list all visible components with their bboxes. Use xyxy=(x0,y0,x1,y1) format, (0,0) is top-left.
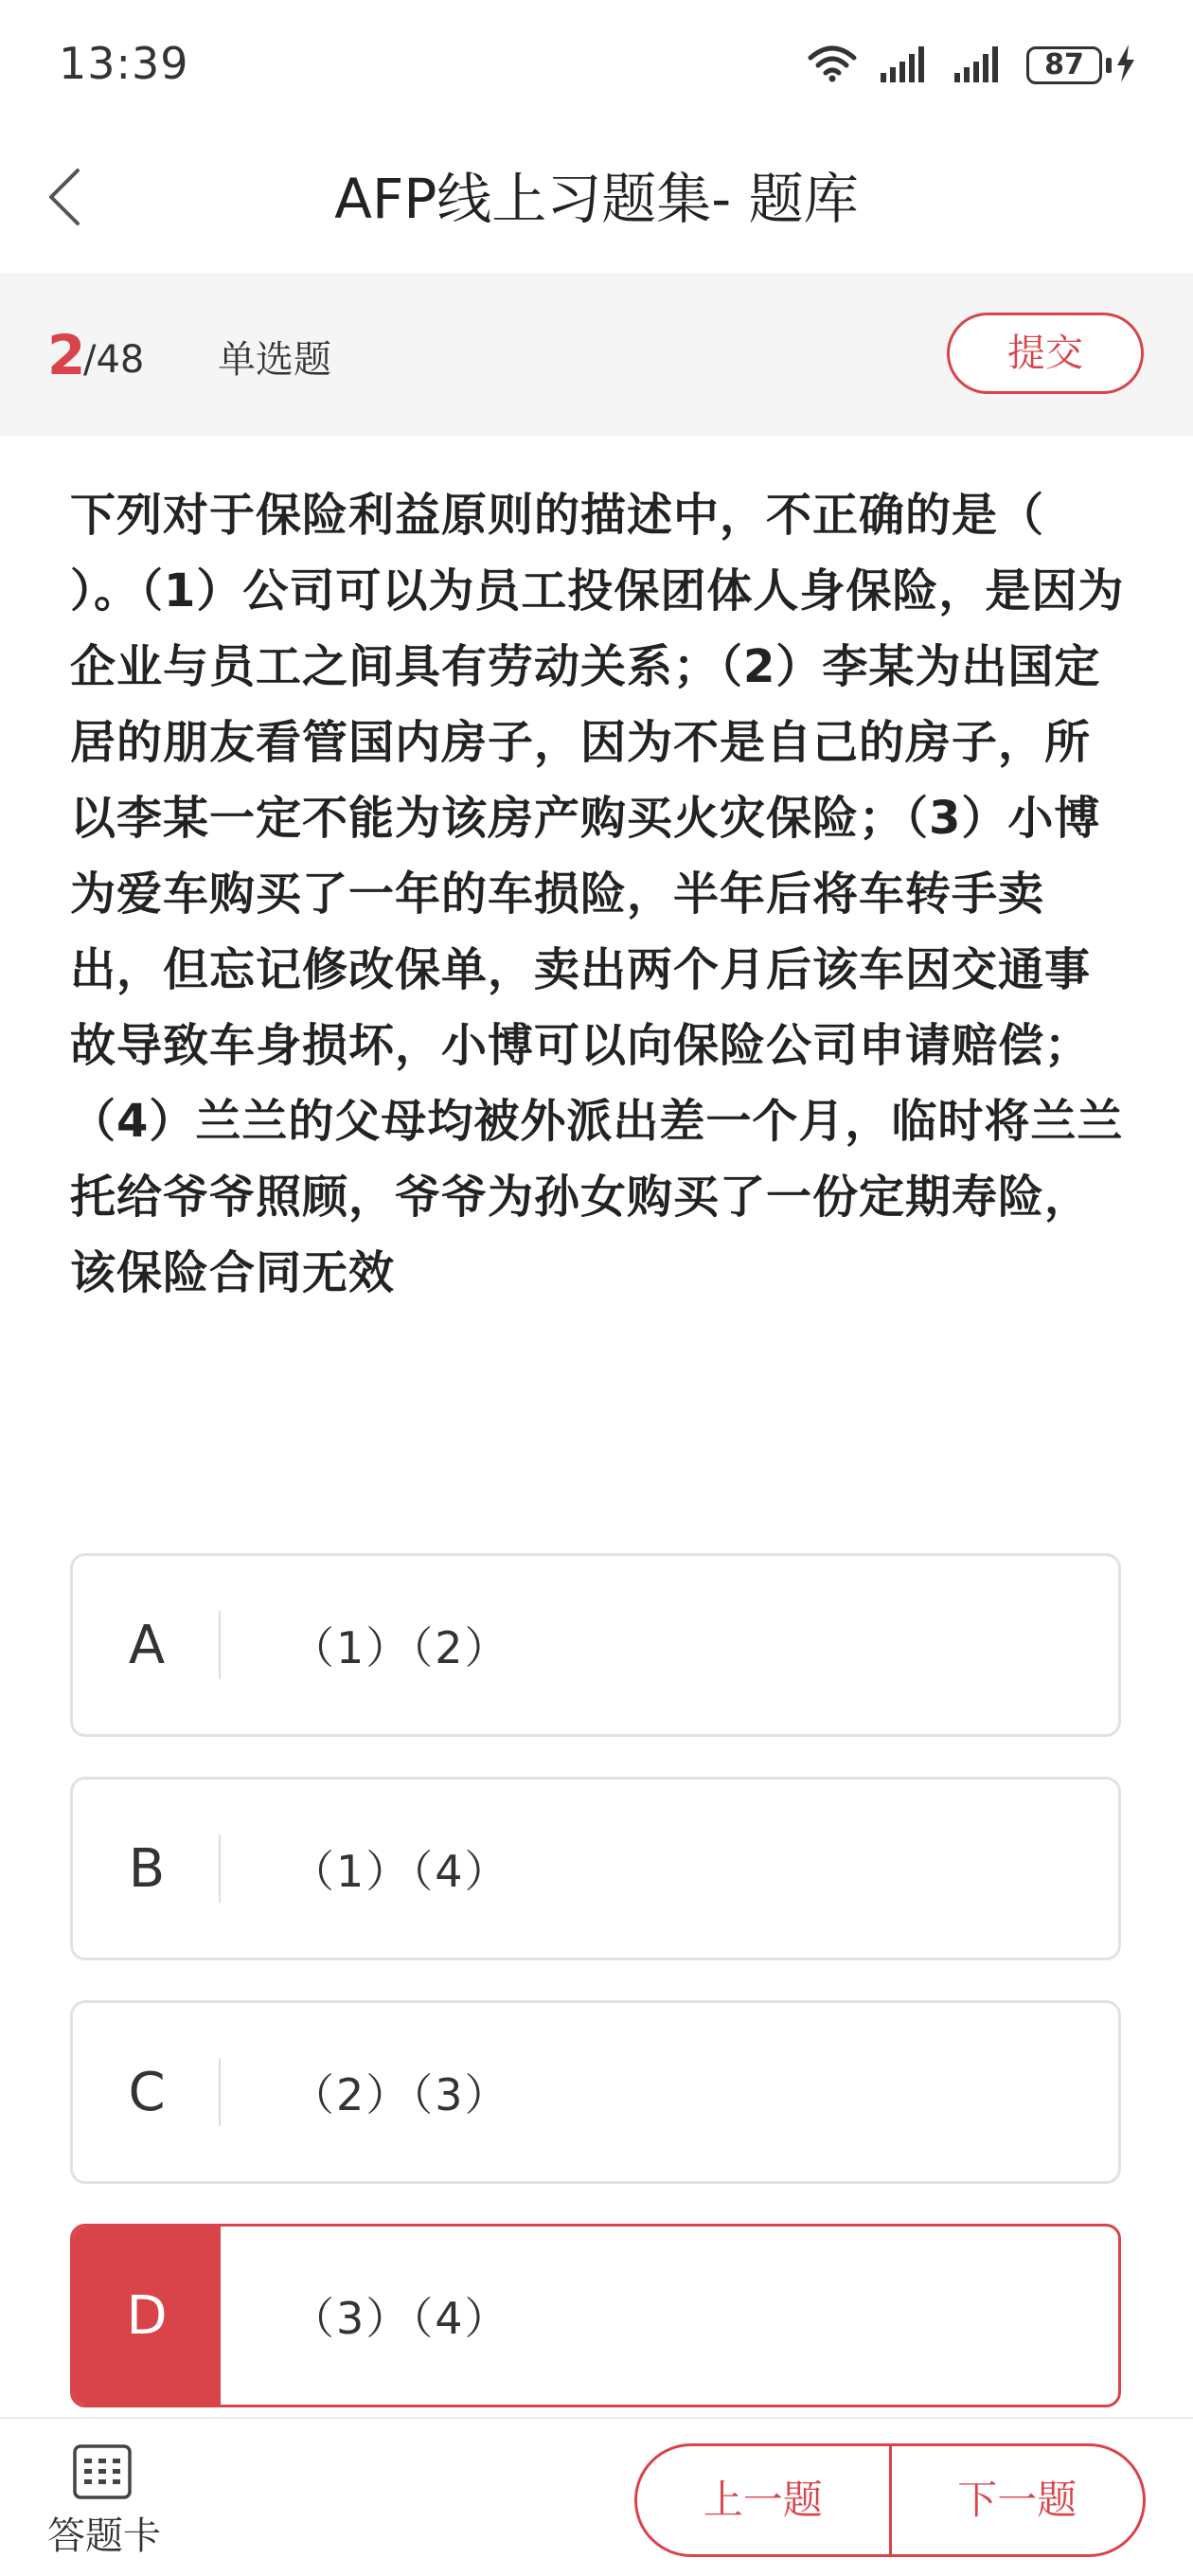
question-text: 下列对于保险利益原则的描述中，不正确的是（ ）。（1）公司可以为员工投保团体人身保险，是因为企业与员工之间具有劳动关系；（2）李某为出国定居的朋友看管国内房子，因为不是自己的房子，所以李某一定不能为该房产购买火灾保险；（3）小博为爱车购买了一年的车损险，半年后将车转手卖出，但忘记修改保单，卖出两个月后该车因交通事故导致车身损坏，小博可以向保险公司申请赔偿；（4）兰兰的父母均被外派出差一个月，临时将兰兰托给爷爷照顾，爷爷为孙女购买了一份定期寿险，该保险合同无效 xyxy=(70,489,1125,1299)
grid-icon xyxy=(72,2443,133,2504)
bottom-bar xyxy=(0,2417,1193,2576)
option-letter: A xyxy=(128,1614,166,1676)
divider xyxy=(219,1611,221,1679)
option-letter: D xyxy=(73,2227,221,2405)
option-b[interactable] xyxy=(70,1777,1121,1960)
option-text: （1）（4） xyxy=(291,1846,510,1897)
charging-icon xyxy=(1115,45,1136,86)
next-question-button[interactable]: 下一题 xyxy=(957,2477,1077,2523)
battery-level: 87 xyxy=(1026,46,1102,84)
divider xyxy=(219,2058,221,2126)
wifi-icon xyxy=(807,45,858,86)
submit-button[interactable]: 提交 xyxy=(947,313,1144,394)
option-c[interactable] xyxy=(70,2000,1121,2184)
status-time: 13:39 xyxy=(59,38,189,89)
option-text: （1）（2） xyxy=(291,1622,510,1673)
question-number: 2 xyxy=(47,323,86,387)
option-text: （2）（3） xyxy=(291,2069,510,2120)
question-total: /48 xyxy=(83,338,145,382)
option-d[interactable] xyxy=(70,2224,1121,2407)
status-bar xyxy=(0,0,1193,133)
question-info-bar xyxy=(0,273,1193,436)
option-text: （3）（4） xyxy=(291,2293,510,2344)
signal-icon xyxy=(953,45,1006,86)
divider xyxy=(219,1834,221,1903)
question-type-label: 单选题 xyxy=(218,338,331,382)
question-nav xyxy=(634,2443,1146,2557)
option-letter: B xyxy=(128,1837,166,1900)
prev-question-button[interactable]: 上一题 xyxy=(637,2446,892,2554)
option-a[interactable] xyxy=(70,1553,1121,1737)
title-bar xyxy=(0,133,1193,273)
signal-icon xyxy=(879,45,932,86)
battery-icon xyxy=(1026,45,1136,86)
answer-card-button[interactable] xyxy=(38,2438,170,2570)
option-letter: C xyxy=(128,2061,166,2123)
status-icons xyxy=(807,44,1136,87)
page-title: AFP线上习题集- 题库 xyxy=(334,167,859,231)
answer-card-label: 答题卡 xyxy=(47,2514,161,2558)
